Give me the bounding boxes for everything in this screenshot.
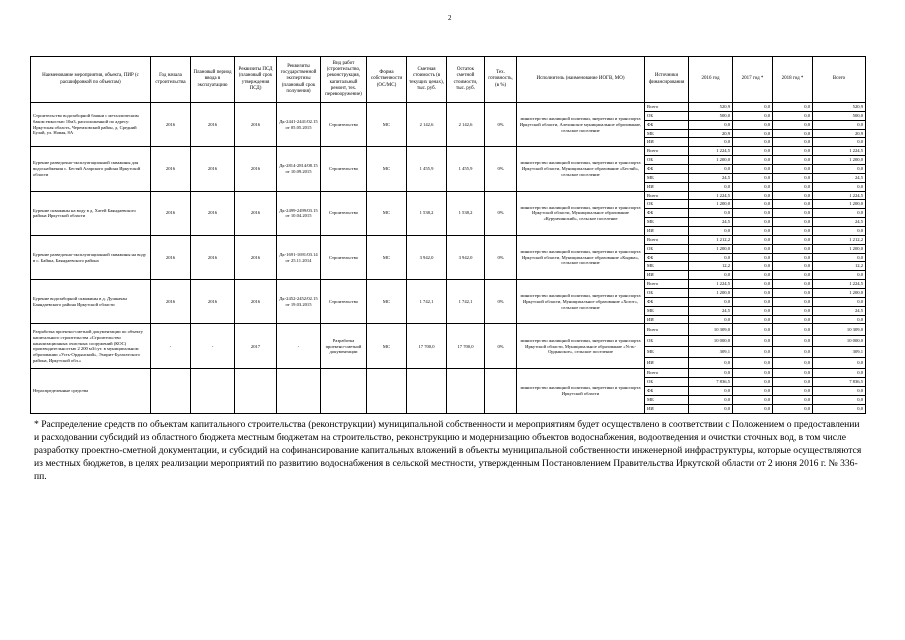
amount-cell: 0,0 — [773, 346, 813, 357]
amount-cell: 24,5 — [813, 306, 866, 315]
amount-cell: 0,0 — [689, 120, 733, 129]
amount-cell: 1 212,2 — [813, 235, 866, 244]
amount-cell: 0,0 — [773, 244, 813, 253]
funding-source-cell: Всего — [645, 369, 689, 378]
column-header: Год начала строительства — [151, 57, 191, 103]
amount-cell: 0,0 — [773, 395, 813, 404]
amount-cell: 0,0 — [813, 182, 866, 191]
expertise-details-cell: Дк-2441-2441/02.15 от 05.05.2015 — [277, 103, 321, 147]
funding-source-cell: МБ — [645, 395, 689, 404]
funding-source-cell: ФБ — [645, 120, 689, 129]
amount-cell: 1 224,5 — [689, 147, 733, 156]
amount-cell: 0,0 — [773, 404, 813, 413]
funding-source-cell: Всего — [645, 235, 689, 244]
table-row — [31, 235, 866, 244]
commission-period-cell: 2016 — [191, 147, 235, 191]
column-header: 2017 год * — [733, 57, 773, 103]
amount-cell: 0,0 — [733, 358, 773, 369]
amount-cell: 0,0 — [773, 315, 813, 324]
amount-cell: 0,0 — [689, 227, 733, 236]
work-type-cell: Строительство — [321, 103, 367, 147]
funding-source-cell: МБ — [645, 306, 689, 315]
funding-source-cell: ИИ — [645, 404, 689, 413]
work-type-cell — [321, 369, 367, 414]
expertise-details-cell: Дк-2452-2452/02.15 от 19.03.2015 — [277, 280, 321, 324]
amount-cell: 0,0 — [689, 271, 733, 280]
expertise-details-cell — [277, 369, 321, 414]
ownership-form-cell: МС — [367, 147, 407, 191]
amount-cell: 24,5 — [689, 173, 733, 182]
amount-cell: 0,0 — [733, 395, 773, 404]
estimated-cost-cell: 1 538,2 — [407, 191, 447, 235]
work-type-cell: Разработка проектно-сметной документации — [321, 324, 367, 369]
funding-source-cell: Всего — [645, 191, 689, 200]
psd-details-cell: 2017 — [235, 324, 277, 369]
psd-details-cell — [235, 369, 277, 414]
amount-cell: 10 309,0 — [813, 324, 866, 335]
executor-cell: министерство жилищной политики, энергетики и транспорта Иркутской области, Муниципальное образование «Курумчинский», сельское поселение — [517, 191, 645, 235]
project-name-cell: Бурение разведочно-эксплуатационной скважины на воду в с. Байша, Баяндаевского района — [31, 235, 151, 279]
amount-cell: 0,0 — [813, 404, 866, 413]
amount-cell: 0,0 — [773, 156, 813, 165]
amount-cell: 500,0 — [813, 111, 866, 120]
amount-cell: 0,0 — [733, 191, 773, 200]
amount-cell: 0,0 — [773, 147, 813, 156]
remaining-cost-cell — [447, 369, 485, 414]
amount-cell: 0,0 — [773, 324, 813, 335]
amount-cell: 0,0 — [773, 111, 813, 120]
amount-cell: 0,0 — [733, 156, 773, 165]
footnote: * Распределение средств по объектам капитального строительства (реконструкции) муниципальной собственности и мероприятиям будет осуществлено в соответствии с Положением о предоставлении и расходовании субсидий из областного бюджета местным бюджетам на строительство, реконструкцию и модернизацию объектов водоснабжения, водоотведения и очистки сточных вод, в том числе разработку проектно-сметной документации, и субсидий на софинансирование капитальных вложений в объекты муниципальной собственности инженерной инфраструктуры, которые осуществляются из местных бюджетов, в целях реализации мероприятий по развитию водоснабжения в сельской местности, утвержденным Постановлением Правительства Иркутской области от 2 июня 2016 г. № 336-пп. — [34, 419, 862, 482]
psd-details-cell: 2016 — [235, 235, 277, 279]
amount-cell: 0,0 — [733, 129, 773, 138]
amount-cell: 0,0 — [813, 358, 866, 369]
amount-cell: 0,0 — [773, 253, 813, 262]
amount-cell: 0,0 — [733, 280, 773, 289]
amount-cell: 0,0 — [733, 346, 773, 357]
amount-cell: 0,0 — [773, 235, 813, 244]
amount-cell: 0,0 — [813, 165, 866, 174]
amount-cell: 1 200,0 — [689, 156, 733, 165]
psd-details-cell: 2016 — [235, 191, 277, 235]
amount-cell: 0,0 — [733, 253, 773, 262]
funding-source-cell: ФБ — [645, 165, 689, 174]
funding-source-cell: ОБ — [645, 289, 689, 298]
amount-cell: 0,0 — [773, 271, 813, 280]
amount-cell: 0,0 — [733, 271, 773, 280]
table-row — [31, 369, 866, 378]
start-year-cell: 2016 — [151, 235, 191, 279]
funding-source-cell: ФБ — [645, 387, 689, 396]
readiness-cell: 0% — [485, 235, 517, 279]
ownership-form-cell — [367, 369, 407, 414]
funding-source-cell: ИИ — [645, 227, 689, 236]
amount-cell: 0,0 — [773, 138, 813, 147]
column-header: Реквизиты ПСД (плановый срок утверждения ПСД) — [235, 57, 277, 103]
commission-period-cell: - — [191, 324, 235, 369]
amount-cell: 0,0 — [773, 129, 813, 138]
readiness-cell: 0% — [485, 103, 517, 147]
estimated-cost-cell: 1 455,9 — [407, 147, 447, 191]
column-header: Тех. готовность, (в %) — [485, 57, 517, 103]
amount-cell: 1 200,0 — [813, 200, 866, 209]
amount-cell: 20,9 — [689, 129, 733, 138]
amount-cell: 0,0 — [813, 395, 866, 404]
amount-cell: 12,2 — [813, 262, 866, 271]
amount-cell: 0,0 — [689, 358, 733, 369]
start-year-cell: - — [151, 324, 191, 369]
amount-cell: 500,0 — [689, 111, 733, 120]
amount-cell: 0,0 — [733, 103, 773, 112]
table-row — [31, 147, 866, 156]
amount-cell: 309,1 — [689, 346, 733, 357]
amount-cell: 1 200,0 — [689, 200, 733, 209]
amount-cell: 10 000,0 — [813, 335, 866, 346]
amount-cell: 0,0 — [689, 297, 733, 306]
funding-source-cell: ОБ — [645, 335, 689, 346]
amount-cell: 0,0 — [733, 262, 773, 271]
amount-cell: 0,0 — [773, 191, 813, 200]
amount-cell: 7 836,5 — [813, 378, 866, 387]
funding-source-cell: ИИ — [645, 358, 689, 369]
commission-period-cell — [191, 369, 235, 414]
funding-source-cell: Всего — [645, 147, 689, 156]
amount-cell: 0,0 — [733, 306, 773, 315]
ownership-form-cell: МС — [367, 280, 407, 324]
amount-cell: 0,0 — [813, 253, 866, 262]
amount-cell: 0,0 — [689, 404, 733, 413]
readiness-cell: 0% — [485, 324, 517, 369]
remaining-cost-cell: 3 942,0 — [447, 235, 485, 279]
amount-cell: 12,2 — [689, 262, 733, 271]
amount-cell: 0,0 — [733, 335, 773, 346]
amount-cell: 0,0 — [733, 165, 773, 174]
column-header: Всего — [813, 57, 866, 103]
amount-cell: 0,0 — [773, 227, 813, 236]
project-name-cell: Разработка проектно-сметной документации по объекту капитального строительства «Строительство канализационных очистных сооружений (КОС) производительностью 2 200 м3/сут. в муниципальном образовании «Усть-Ордынский», Эхирит-Булагатского района, Иркутской обл.» — [31, 324, 151, 369]
ownership-form-cell: МС — [367, 191, 407, 235]
financing-table — [30, 56, 866, 414]
column-header: 2018 год * — [773, 57, 813, 103]
start-year-cell — [151, 369, 191, 414]
amount-cell: 0,0 — [733, 324, 773, 335]
remaining-cost-cell: 1 742,1 — [447, 280, 485, 324]
executor-cell: министерство жилищной политики, энергетики и транспорта Иркутской области, Муниципальное образование «Кырма», сельское поселение — [517, 235, 645, 279]
estimated-cost-cell: 2 142,6 — [407, 103, 447, 147]
estimated-cost-cell: 1 742,1 — [407, 280, 447, 324]
estimated-cost-cell — [407, 369, 447, 414]
amount-cell: 0,0 — [733, 120, 773, 129]
expertise-details-cell: Дк-2499-2499/03.15 от 10.04.2015 — [277, 191, 321, 235]
amount-cell: 1 200,0 — [813, 289, 866, 298]
amount-cell: 0,0 — [773, 262, 813, 271]
amount-cell: 0,0 — [813, 315, 866, 324]
amount-cell: 0,0 — [773, 218, 813, 227]
project-name-cell: Нераспределенные средства — [31, 369, 151, 414]
project-name-cell: Бурение водозаборной скважины в д. Душкачан Баяндаевского района Иркутской области — [31, 280, 151, 324]
work-type-cell: Строительство — [321, 147, 367, 191]
column-header: Исполнитель (наименование ИОГВ, МО) — [517, 57, 645, 103]
amount-cell: 0,0 — [733, 218, 773, 227]
remaining-cost-cell: 17 700,0 — [447, 324, 485, 369]
amount-cell: 0,0 — [733, 315, 773, 324]
ownership-form-cell: МС — [367, 235, 407, 279]
column-header: Форма собственности (ОС/МС) — [367, 57, 407, 103]
table-row — [31, 103, 866, 112]
amount-cell: 0,0 — [773, 289, 813, 298]
expertise-details-cell: Дк-2814-2814/08.15 от 10.09.2015 — [277, 147, 321, 191]
funding-source-cell: ФБ — [645, 253, 689, 262]
estimated-cost-cell: 3 942,0 — [407, 235, 447, 279]
funding-source-cell: МБ — [645, 346, 689, 357]
amount-cell: 20,9 — [813, 129, 866, 138]
expertise-details-cell: Дк-1691-1691/03.14 от 25.11.2014 — [277, 235, 321, 279]
amount-cell: 0,0 — [689, 165, 733, 174]
work-type-cell: Строительство — [321, 280, 367, 324]
funding-source-cell: ИИ — [645, 182, 689, 191]
amount-cell: 0,0 — [733, 404, 773, 413]
column-header: Плановый период ввода в эксплуатацию — [191, 57, 235, 103]
amount-cell: 0,0 — [733, 297, 773, 306]
amount-cell: 0,0 — [689, 369, 733, 378]
amount-cell: 1 224,5 — [813, 147, 866, 156]
executor-cell: министерство жилищной политики, энергетики и транспорта Иркутской области, Муниципальное образование «Усть-Ордынское», сельское поселение — [517, 324, 645, 369]
start-year-cell: 2016 — [151, 103, 191, 147]
amount-cell: 0,0 — [773, 103, 813, 112]
start-year-cell: 2016 — [151, 280, 191, 324]
commission-period-cell: 2016 — [191, 191, 235, 235]
table-row — [31, 324, 866, 335]
table-row — [31, 280, 866, 289]
amount-cell: 0,0 — [773, 200, 813, 209]
funding-source-cell: ФБ — [645, 209, 689, 218]
column-header: Вид работ (строительство, реконструкция, капитальный ремонт, тех. перевооружение) — [321, 57, 367, 103]
amount-cell: 0,0 — [813, 387, 866, 396]
amount-cell: 0,0 — [689, 138, 733, 147]
amount-cell: 1 224,5 — [813, 191, 866, 200]
amount-cell: 0,0 — [813, 369, 866, 378]
table-header-row — [31, 57, 866, 103]
work-type-cell: Строительство — [321, 191, 367, 235]
amount-cell: 0,0 — [773, 358, 813, 369]
project-name-cell: Бурение разведочно-эксплуатационной скважины для водоснабжения с. Бестяй Аларского района Иркутской области — [31, 147, 151, 191]
funding-source-cell: ИИ — [645, 315, 689, 324]
amount-cell: 1 200,0 — [813, 156, 866, 165]
funding-source-cell: Всего — [645, 280, 689, 289]
column-header: Остаток сметной стоимости, тыс. руб. — [447, 57, 485, 103]
amount-cell: 0,0 — [689, 395, 733, 404]
commission-period-cell: 2016 — [191, 235, 235, 279]
amount-cell: 0,0 — [773, 120, 813, 129]
funding-source-cell: ИИ — [645, 138, 689, 147]
amount-cell: 0,0 — [773, 182, 813, 191]
amount-cell: 10 000,0 — [689, 335, 733, 346]
amount-cell: 520,9 — [689, 103, 733, 112]
psd-details-cell: 2016 — [235, 103, 277, 147]
amount-cell: 24,5 — [813, 218, 866, 227]
funding-source-cell: ОБ — [645, 111, 689, 120]
amount-cell: 0,0 — [813, 271, 866, 280]
column-header: Реквизиты государственной экспертизы (плановый срок получения) — [277, 57, 321, 103]
amount-cell: 0,0 — [813, 138, 866, 147]
readiness-cell: 0% — [485, 147, 517, 191]
start-year-cell: 2016 — [151, 191, 191, 235]
psd-details-cell: 2016 — [235, 280, 277, 324]
funding-source-cell: ФБ — [645, 297, 689, 306]
amount-cell: 0,0 — [689, 387, 733, 396]
commission-period-cell: 2016 — [191, 103, 235, 147]
amount-cell: 1 200,0 — [813, 244, 866, 253]
amount-cell: 7 836,5 — [689, 378, 733, 387]
work-type-cell: Строительство — [321, 235, 367, 279]
ownership-form-cell: МС — [367, 324, 407, 369]
amount-cell: 0,0 — [773, 297, 813, 306]
funding-source-cell: МБ — [645, 218, 689, 227]
amount-cell: 0,0 — [689, 209, 733, 218]
commission-period-cell: 2016 — [191, 280, 235, 324]
amount-cell: 0,0 — [733, 209, 773, 218]
amount-cell: 520,9 — [813, 103, 866, 112]
start-year-cell: 2016 — [151, 147, 191, 191]
amount-cell: 0,0 — [813, 209, 866, 218]
amount-cell: 24,5 — [689, 218, 733, 227]
executor-cell: министерство жилищной политики, энергетики и транспорта Иркутской области — [517, 369, 645, 414]
remaining-cost-cell: 1 455,9 — [447, 147, 485, 191]
amount-cell: 0,0 — [813, 227, 866, 236]
amount-cell: 0,0 — [689, 182, 733, 191]
funding-source-cell: Всего — [645, 324, 689, 335]
expertise-details-cell: - — [277, 324, 321, 369]
executor-cell: министерство жилищной политики, энергетики и транспорта Иркутской области, Муниципальное образование «Хогот», сельское поселение — [517, 280, 645, 324]
page-number: 2 — [448, 14, 452, 22]
amount-cell: 1 224,5 — [689, 280, 733, 289]
readiness-cell — [485, 369, 517, 414]
amount-cell: 1 224,5 — [813, 280, 866, 289]
funding-source-cell: ОБ — [645, 200, 689, 209]
amount-cell: 0,0 — [733, 244, 773, 253]
funding-source-cell: ОБ — [645, 244, 689, 253]
funding-source-cell: МБ — [645, 173, 689, 182]
ownership-form-cell: МС — [367, 103, 407, 147]
amount-cell: 0,0 — [813, 120, 866, 129]
amount-cell: 0,0 — [813, 297, 866, 306]
amount-cell: 0,0 — [773, 209, 813, 218]
amount-cell: 0,0 — [773, 165, 813, 174]
amount-cell: 0,0 — [733, 138, 773, 147]
amount-cell: 24,5 — [813, 173, 866, 182]
funding-source-cell: ИИ — [645, 271, 689, 280]
funding-source-cell: ОБ — [645, 156, 689, 165]
amount-cell: 0,0 — [773, 280, 813, 289]
column-header: Сметная стоимость (в текущих ценах), тыс. руб. — [407, 57, 447, 103]
column-header: Наименование мероприятия, объекта, ПИР (с расшифровкой по объектам) — [31, 57, 151, 103]
amount-cell: 0,0 — [689, 253, 733, 262]
amount-cell: 0,0 — [773, 335, 813, 346]
readiness-cell: 0% — [485, 280, 517, 324]
readiness-cell: 0% — [485, 191, 517, 235]
amount-cell: 0,0 — [733, 289, 773, 298]
amount-cell: 0,0 — [689, 315, 733, 324]
amount-cell: 0,0 — [773, 369, 813, 378]
table-row — [31, 191, 866, 200]
amount-cell: 0,0 — [733, 378, 773, 387]
amount-cell: 0,0 — [773, 387, 813, 396]
amount-cell: 0,0 — [773, 378, 813, 387]
amount-cell: 309,1 — [813, 346, 866, 357]
amount-cell: 1 200,0 — [689, 289, 733, 298]
executor-cell: министерство жилищной политики, энергетики и транспорта Иркутской области, Алехинское муниципальное образование, сельское поселение — [517, 103, 645, 147]
funding-source-cell: МБ — [645, 129, 689, 138]
project-name-cell: Бурение скважины на воду в д. Хатей Баяндаевского района Иркутской области — [31, 191, 151, 235]
estimated-cost-cell: 17 700,0 — [407, 324, 447, 369]
amount-cell: 0,0 — [773, 173, 813, 182]
amount-cell: 10 309,0 — [689, 324, 733, 335]
amount-cell: 0,0 — [733, 235, 773, 244]
amount-cell: 0,0 — [733, 111, 773, 120]
amount-cell: 0,0 — [733, 387, 773, 396]
column-header: 2016 год — [689, 57, 733, 103]
amount-cell: 0,0 — [733, 182, 773, 191]
amount-cell: 1 200,0 — [689, 244, 733, 253]
project-name-cell: Строительство водозаборной башни с металлическим баком емкостью 10м3, расположенной по адресу: Иркутская область, Черемховский район, д. Средний Булай, ул. Новая, 8А — [31, 103, 151, 147]
funding-source-cell: Всего — [645, 103, 689, 112]
funding-source-cell: МБ — [645, 262, 689, 271]
amount-cell: 0,0 — [773, 306, 813, 315]
amount-cell: 0,0 — [733, 147, 773, 156]
amount-cell: 0,0 — [733, 200, 773, 209]
remaining-cost-cell: 1 538,2 — [447, 191, 485, 235]
remaining-cost-cell: 2 142,6 — [447, 103, 485, 147]
psd-details-cell: 2016 — [235, 147, 277, 191]
funding-source-cell: ОБ — [645, 378, 689, 387]
column-header: Источники финансирования — [645, 57, 689, 103]
executor-cell: министерство жилищной политики, энергетики и транспорта Иркутской области, Муниципальное образование «Бестяй», сельское поселение — [517, 147, 645, 191]
amount-cell: 0,0 — [733, 369, 773, 378]
amount-cell: 24,5 — [689, 306, 733, 315]
amount-cell: 0,0 — [733, 227, 773, 236]
amount-cell: 1 212,2 — [689, 235, 733, 244]
amount-cell: 1 224,5 — [689, 191, 733, 200]
amount-cell: 0,0 — [733, 173, 773, 182]
